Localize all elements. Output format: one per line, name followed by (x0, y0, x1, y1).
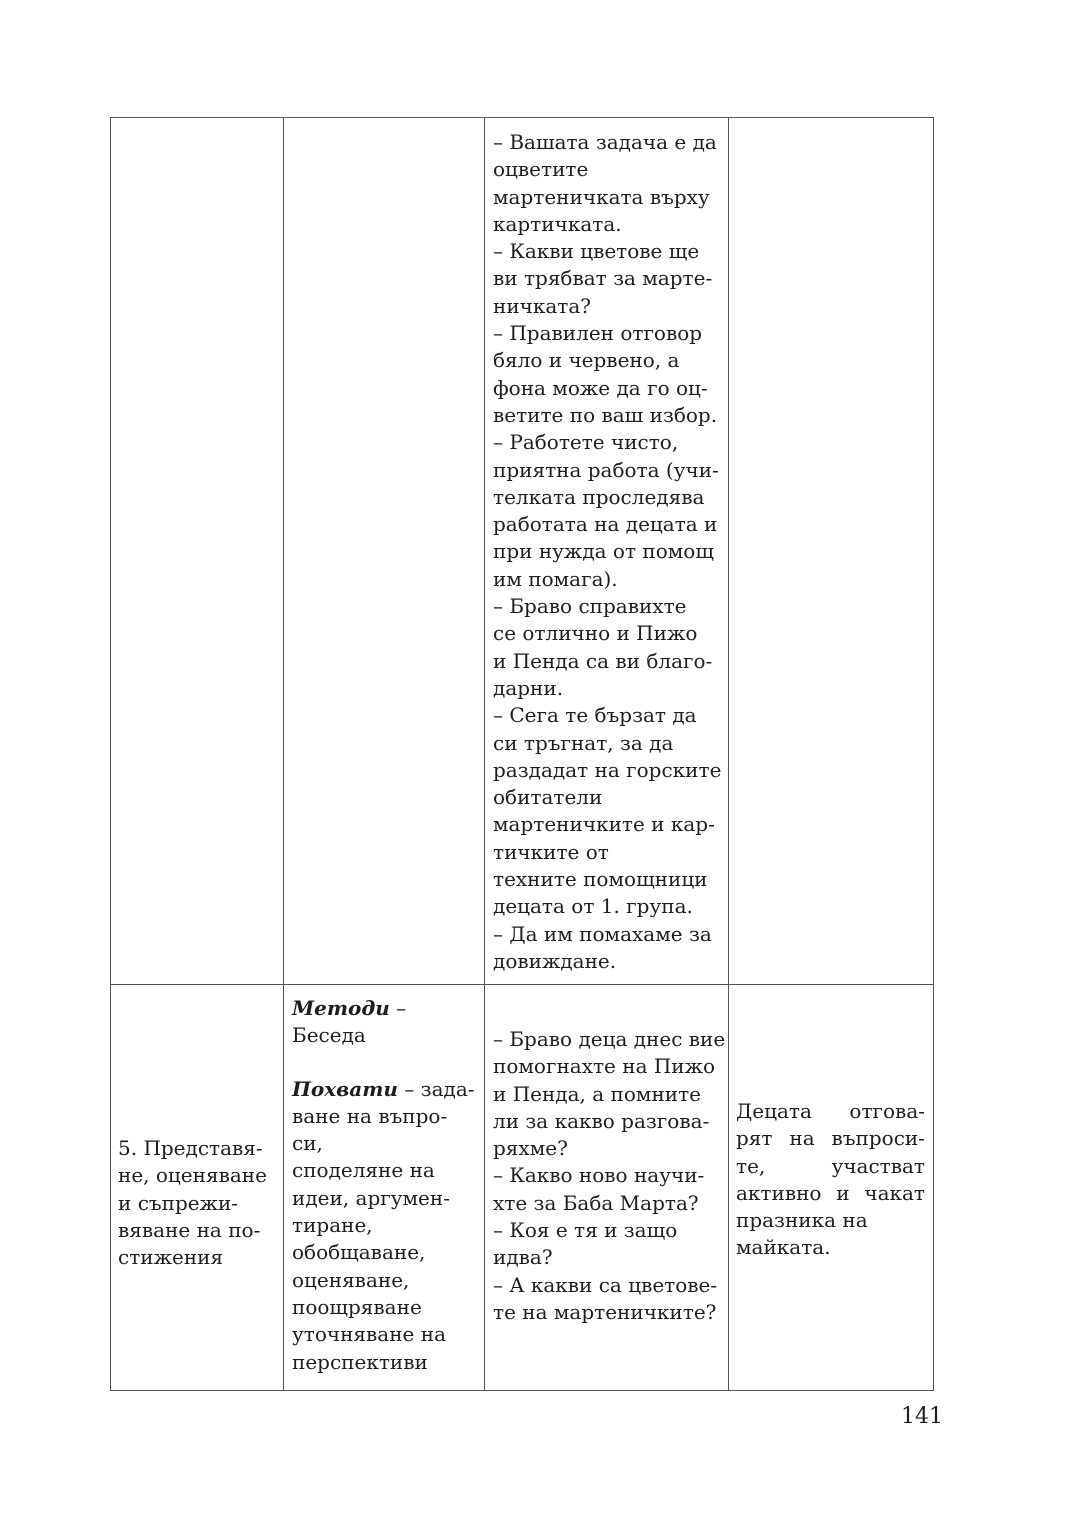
text-line: си, (292, 1131, 323, 1156)
text-line: ряхме? (493, 1136, 568, 1161)
column-divider-3 (728, 117, 729, 1391)
text-line: стижения (118, 1245, 224, 1270)
text-line: им помага). (493, 566, 618, 591)
methods-value: Беседа (292, 1023, 366, 1048)
row2-methods-cell (292, 995, 478, 1376)
text-line: телката проследява (493, 484, 705, 509)
text-line: и Пенда, а помните (493, 1081, 702, 1106)
text-line: вяване на по- (118, 1217, 261, 1242)
text-line: – Браво справихте (493, 594, 687, 619)
row2-dialogue-cell (493, 1026, 726, 1326)
text-line: работата на децата и (493, 512, 718, 537)
row2-stage-cell (118, 1135, 278, 1271)
text-line: – Коя е тя и защо (493, 1218, 678, 1243)
text-line: хте за Баба Марта? (493, 1190, 699, 1215)
text-line: ване на въпро- (292, 1103, 448, 1128)
text-line: – Какви цветове ще (493, 239, 700, 264)
text-line: идва? (493, 1245, 553, 1270)
text-line: – Работете чисто, (493, 430, 679, 455)
text-line: активно и чакат (736, 1180, 925, 1205)
text-line: бяло и червено, а (493, 348, 680, 373)
text-line: раздадат на горските (493, 757, 722, 782)
text-line: не, оценяване (118, 1163, 267, 1188)
text-line: – Да им помахаме за (493, 921, 712, 946)
text-line: техните помощници (493, 867, 708, 892)
text-line: децата от 1. група. (493, 894, 693, 919)
text-line: ли за какво разгова- (493, 1108, 710, 1133)
text-line: те, участват (736, 1153, 925, 1178)
text-line: ничката? (493, 293, 592, 318)
text-line: обобщаване, (292, 1240, 426, 1265)
table-bottom-border (110, 1390, 934, 1391)
text-line: картичката. (493, 211, 622, 236)
text-line: – Какво ново научи- (493, 1163, 705, 1188)
text-line: обитатели (493, 785, 603, 810)
text-line: – Сега те бързат да (493, 703, 697, 728)
table-right-border (933, 117, 934, 1391)
methods-label: Методи (292, 996, 390, 1020)
text-line: майката. (736, 1235, 831, 1260)
methods-heading (292, 995, 478, 1022)
text-line: довиждане. (493, 948, 617, 973)
text-line: уточняване на (292, 1322, 447, 1347)
text-line: – Браво деца днес вие (493, 1027, 726, 1051)
text-line: ветите по ваш избор. (493, 402, 718, 427)
text-line: оценяване, (292, 1267, 410, 1292)
text-line: се отлично и Пижо (493, 621, 698, 646)
methods-dash: – (389, 996, 407, 1020)
text-line: – Вашата задача е да (493, 130, 717, 154)
text-line: при нужда от помощ (493, 539, 714, 564)
text-line: мартеничката върху (493, 184, 710, 209)
text-line: си тръгнат, за да (493, 730, 674, 755)
text-line: фона може да го оц- (493, 375, 708, 400)
text-line: споделяне на (292, 1158, 435, 1183)
table-top-border (110, 117, 934, 118)
column-divider-1 (283, 117, 284, 1391)
column-divider-2 (484, 117, 485, 1391)
row-divider (110, 984, 934, 985)
text-line: приятна работа (учи- (493, 457, 719, 482)
text-line: рят на въпроси- (736, 1126, 925, 1151)
techniques-first: – зада- (397, 1076, 475, 1101)
text-line: идеи, аргумен- (292, 1185, 450, 1210)
text-line: дарни. (493, 675, 564, 700)
text-line: 5. Представя- (118, 1136, 263, 1160)
row2-outcome-cell (736, 1098, 925, 1262)
text-line: те на мартеничките? (493, 1299, 717, 1324)
techniques-label: Похвати (292, 1076, 398, 1101)
spacer (292, 1050, 478, 1076)
text-line: и съпрежи- (118, 1190, 239, 1215)
text-line: и Пенда са ви благо- (493, 648, 713, 673)
text-line: празника на (736, 1208, 868, 1233)
text-line: ви трябват за марте- (493, 266, 713, 291)
text-line: – Правилен отговор (493, 321, 703, 346)
text-line: мартеничките и кар- (493, 812, 715, 837)
techniques-heading (292, 1076, 478, 1103)
text-line: тиране, (292, 1213, 373, 1238)
text-line: оцветите (493, 157, 589, 182)
page-number: 141 (901, 1404, 943, 1429)
text-line: – А какви са цветове- (493, 1272, 718, 1297)
row1-activity-cell (493, 129, 723, 975)
text-line: тичките от (493, 839, 609, 864)
text-line: перспективи (292, 1349, 428, 1374)
text-line: поощряване (292, 1294, 422, 1319)
text-line: Децата отгова- (736, 1099, 925, 1123)
text-line: помогнахте на Пижо (493, 1054, 716, 1079)
table-left-border (110, 117, 111, 1391)
